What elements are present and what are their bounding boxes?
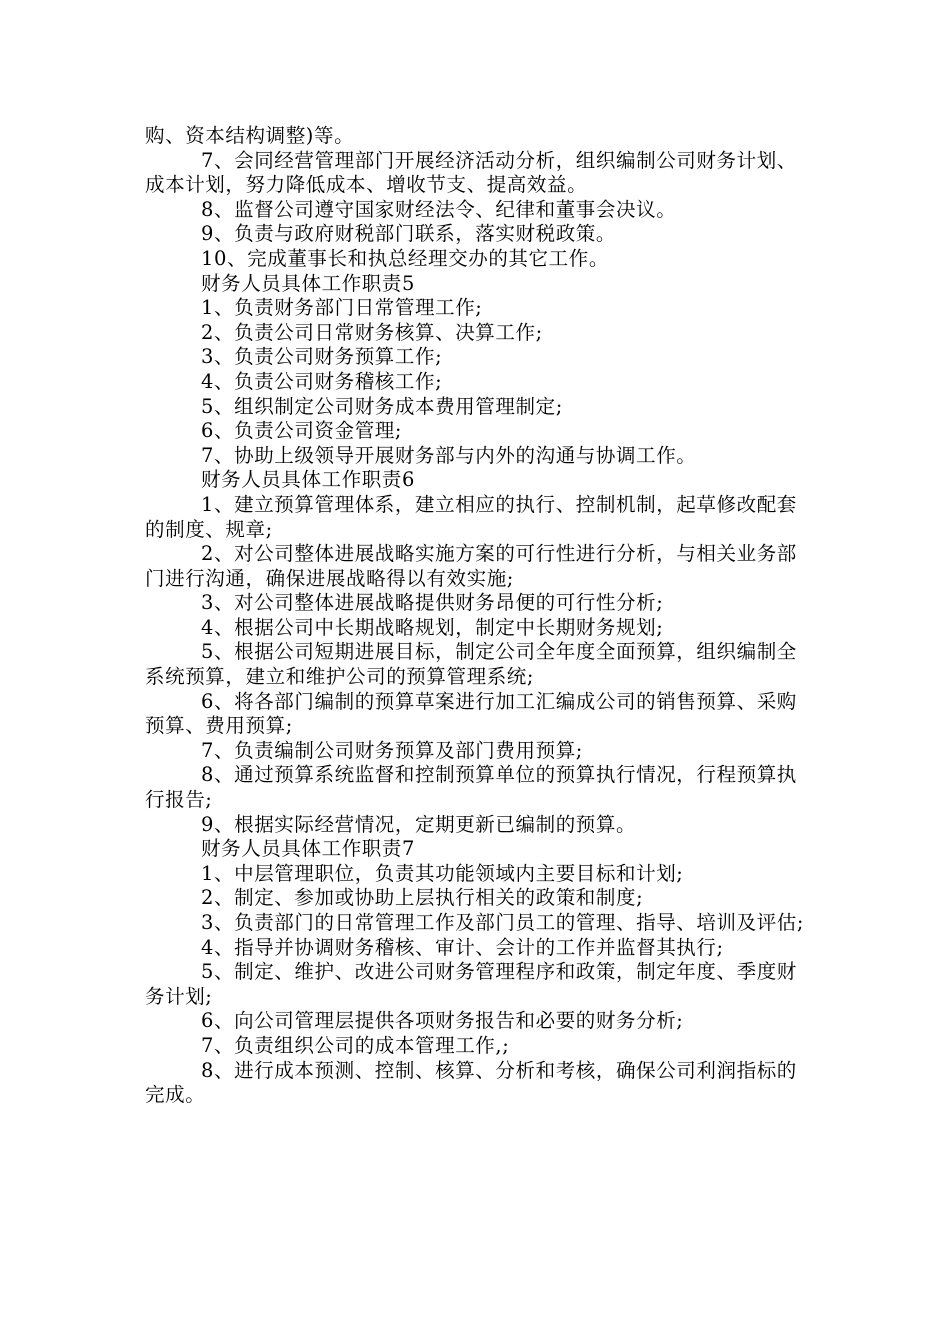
paragraph: 4、指导并协调财务稽核、审计、会计的工作并监督其执行; (201, 935, 724, 959)
paragraph: 4、负责公司财务稽核工作; (201, 369, 443, 393)
paragraph: 10、完成董事长和执总经理交办的其它工作。 (201, 246, 609, 270)
paragraph: 1、负责财务部门日常管理工作; (201, 296, 483, 320)
paragraph: 5、根据公司短期进展目标，制定公司全年度全面预算，组织编制全系统预算，建立和维护公司的预算管理系统; (145, 640, 797, 689)
paragraph: 2、负责公司日常财务核算、决算工作; (201, 320, 543, 344)
paragraph: 3、负责公司财务预算工作; (201, 345, 443, 369)
paragraph: 8、进行成本预测、控制、核算、分析和考核，确保公司利润指标的完成。 (145, 1058, 797, 1107)
paragraph: 2、制定、参加或协助上层执行相关的政策和制度; (201, 886, 644, 910)
paragraph: 9、根据实际经营情况，定期更新已编制的预算。 (201, 812, 637, 836)
paragraph: 7、负责组织公司的成本管理工作,; (201, 1033, 510, 1057)
paragraph: 1、中层管理职位，负责其功能领域内主要目标和计划; (201, 861, 684, 885)
section-heading: 财务人员具体工作职责5 (201, 271, 416, 295)
paragraph: 7、会同经营管理部门开展经济活动分析，组织编制公司财务计划、成本计划，努力降低成本、增收节支、提高效益。 (145, 148, 797, 197)
paragraph: 6、将各部门编制的预算草案进行加工汇编成公司的销售预算、采购预算、费用预算; (145, 689, 797, 738)
paragraph: 2、对公司整体进展战略实施方案的可行性进行分析，与相关业务部门进行沟通，确保进展战略得以有效实施; (145, 542, 797, 590)
paragraph: 7、负责编制公司财务预算及部门费用预算; (201, 738, 583, 762)
paragraph: 5、制定、维护、改进公司财务管理程序和政策，制定年度、季度财务计划; (145, 960, 797, 1008)
paragraph: 4、根据公司中长期战略规划，制定中长期财务规划; (201, 615, 664, 639)
section-heading: 财务人员具体工作职责6 (201, 468, 416, 492)
document-body (145, 124, 815, 1108)
paragraph: 购、资本结构调整)等。 (145, 124, 355, 147)
section-heading: 财务人员具体工作职责7 (201, 837, 416, 861)
paragraph: 3、对公司整体进展战略提供财务昂便的可行性分析; (201, 591, 664, 615)
paragraph: 1、建立预算管理体系，建立相应的执行、控制机制，起草修改配套的制度、规章; (145, 492, 797, 541)
paragraph: 6、负责公司资金管理; (201, 419, 403, 443)
paragraph: 9、负责与政府财税部门联系，落实财税政策。 (201, 222, 617, 246)
paragraph: 3、负责部门的日常管理工作及部门员工的管理、指导、培训及评估; (201, 911, 805, 934)
paragraph: 5、组织制定公司财务成本费用管理制定; (201, 394, 563, 418)
paragraph: 8、监督公司遵守国家财经法令、纪律和董事会决议。 (201, 197, 677, 221)
paragraph: 7、协助上级领导开展财务部与内外的沟通与协调工作。 (201, 443, 697, 467)
paragraph: 6、向公司管理层提供各项财务报告和必要的财务分析; (201, 1009, 684, 1033)
paragraph: 8、通过预算系统监督和控制预算单位的预算执行情况，行程预算执行报告; (145, 763, 797, 812)
